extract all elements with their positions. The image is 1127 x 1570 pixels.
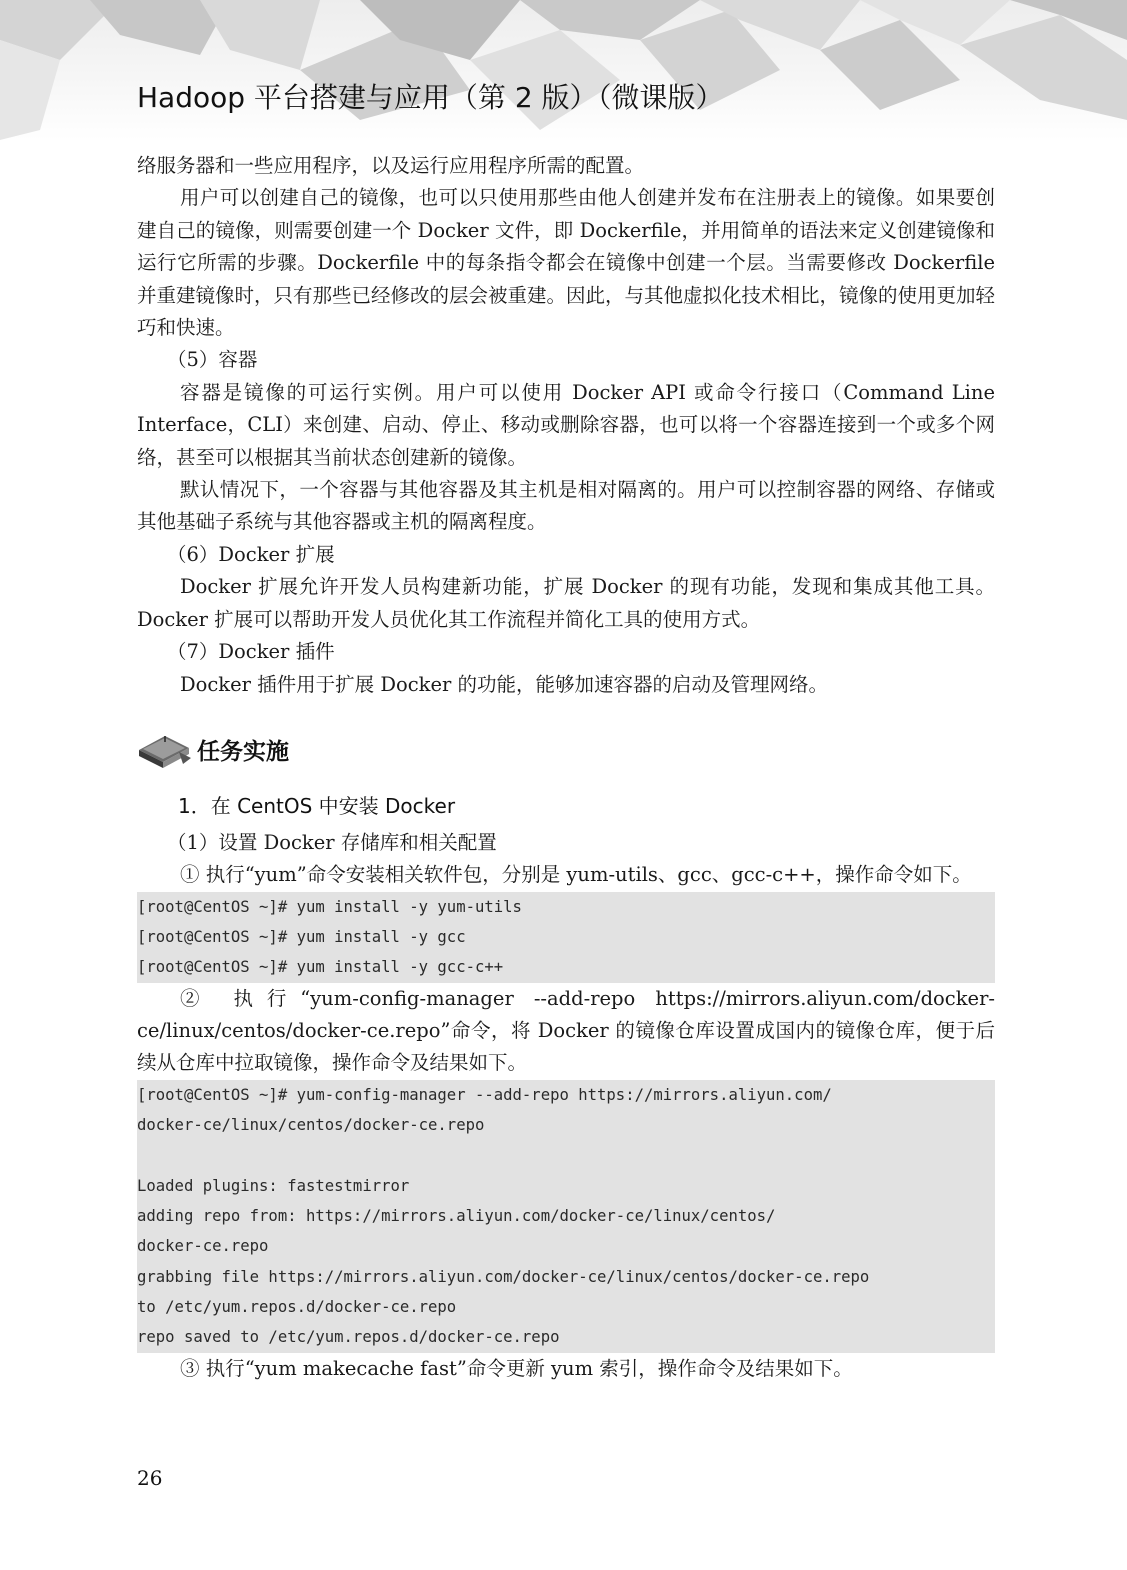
section-title: 任务实施 <box>197 739 289 766</box>
section-header <box>135 725 995 775</box>
header-banner <box>0 0 1127 140</box>
code-line: [root@CentOS ~]# yum-config-manager --add-repo https://mirrors.aliyun.com/ <box>137 1085 832 1104</box>
code-block <box>137 892 995 983</box>
code-line: grabbing file https://mirrors.aliyun.com/docker-ce/linux/centos/docker-ce.repo <box>137 1267 870 1286</box>
install-subheading: 1．在 CentOS 中安装 Docker <box>178 793 456 818</box>
code-line: [root@CentOS ~]# yum install -y gcc-c++ <box>137 958 504 977</box>
paragraph: 默认情况下，一个容器与其他容器及其主机是相对隔离的。用户可以控制容器的网络、存储或其他基础子系统与其他容器或主机的隔离程度。 <box>137 478 995 534</box>
step-text: ③ 执行“yum makecache fast”命令更新 yum 索引，操作命令及结果如下。 <box>180 1356 853 1380</box>
book-icon <box>135 728 193 772</box>
code-line: Loaded plugins: fastestmirror <box>137 1176 410 1195</box>
paragraph: 用户可以创建自己的镜像，也可以只使用那些由他人创建并发布在注册表上的镜像。如果要创建自己的镜像，则需要创建一个 Docker 文件，即 Dockerfile，并用简单的语法来定义创建镜像和运行它所需的步骤。Dockerfile 中的每条指令都会在镜像中创建一个层。当需要修改 Dockerfile 并重建镜像时，只有那些已经修改的层会被重建。因此，与其他虚拟化技术相比，镜像的使用更加轻巧和快速。 <box>137 186 996 340</box>
paragraph: Docker 扩展允许开发人员构建新功能，扩展 Docker 的现有功能，发现和集成其他工具。Docker 扩展可以帮助开发人员优化其工作流程并简化工具的使用方式。 <box>137 575 995 631</box>
code-line: [root@CentOS ~]# yum install -y yum-utils <box>137 897 522 916</box>
subsection-heading: （5）容器 <box>167 348 258 372</box>
step-text: ② 执行“yum-config-manager --add-repo https://mirrors.aliyun.com/docker-ce/linux/centos/docker-ce.repo”命令，将 Docker 的镜像仓库设置成国内的镜像仓库，便于后续从仓库中拉取镜像，操作命令及结果如下。 <box>137 986 995 1075</box>
code-line: adding repo from: https://mirrors.aliyun.com/docker-ce/linux/centos/ <box>137 1207 776 1226</box>
step-text: ① 执行“yum”命令安装相关软件包，分别是 yum-utils、gcc、gcc-c++，操作命令如下。 <box>180 863 972 887</box>
code-line: repo saved to /etc/yum.repos.d/docker-ce.repo <box>137 1328 560 1347</box>
code-block <box>137 1080 995 1353</box>
page-body <box>137 150 995 1385</box>
code-line: to /etc/yum.repos.d/docker-ce.repo <box>137 1297 457 1316</box>
subsection-heading: （6）Docker 扩展 <box>167 542 335 566</box>
paragraph: 络服务器和一些应用程序，以及运行应用程序所需的配置。 <box>137 154 645 177</box>
code-line: docker-ce/linux/centos/docker-ce.repo <box>137 1116 485 1135</box>
paragraph: 容器是镜像的可运行实例。用户可以使用 Docker API 或命令行接口（Command Line Interface，CLI）来创建、启动、停止、移动或删除容器，也可以将一个容器连接到一个或多个网络，甚至可以根据其当前状态创建新的镜像。 <box>137 380 995 469</box>
code-line: [root@CentOS ~]# yum install -y gcc <box>137 928 466 947</box>
code-line <box>137 1140 995 1170</box>
step-title: （1）设置 Docker 存储库和相关配置 <box>167 830 497 854</box>
banner-cube-decoration <box>0 0 1127 140</box>
code-line: docker-ce.repo <box>137 1237 269 1256</box>
header-title: Hadoop 平台搭建与应用（第 2 版）（微课版） <box>137 81 724 114</box>
page-number: 26 <box>137 1466 163 1490</box>
paragraph: Docker 插件用于扩展 Docker 的功能，能够加速容器的启动及管理网络。 <box>180 672 829 696</box>
subsection-heading: （7）Docker 插件 <box>167 640 335 664</box>
